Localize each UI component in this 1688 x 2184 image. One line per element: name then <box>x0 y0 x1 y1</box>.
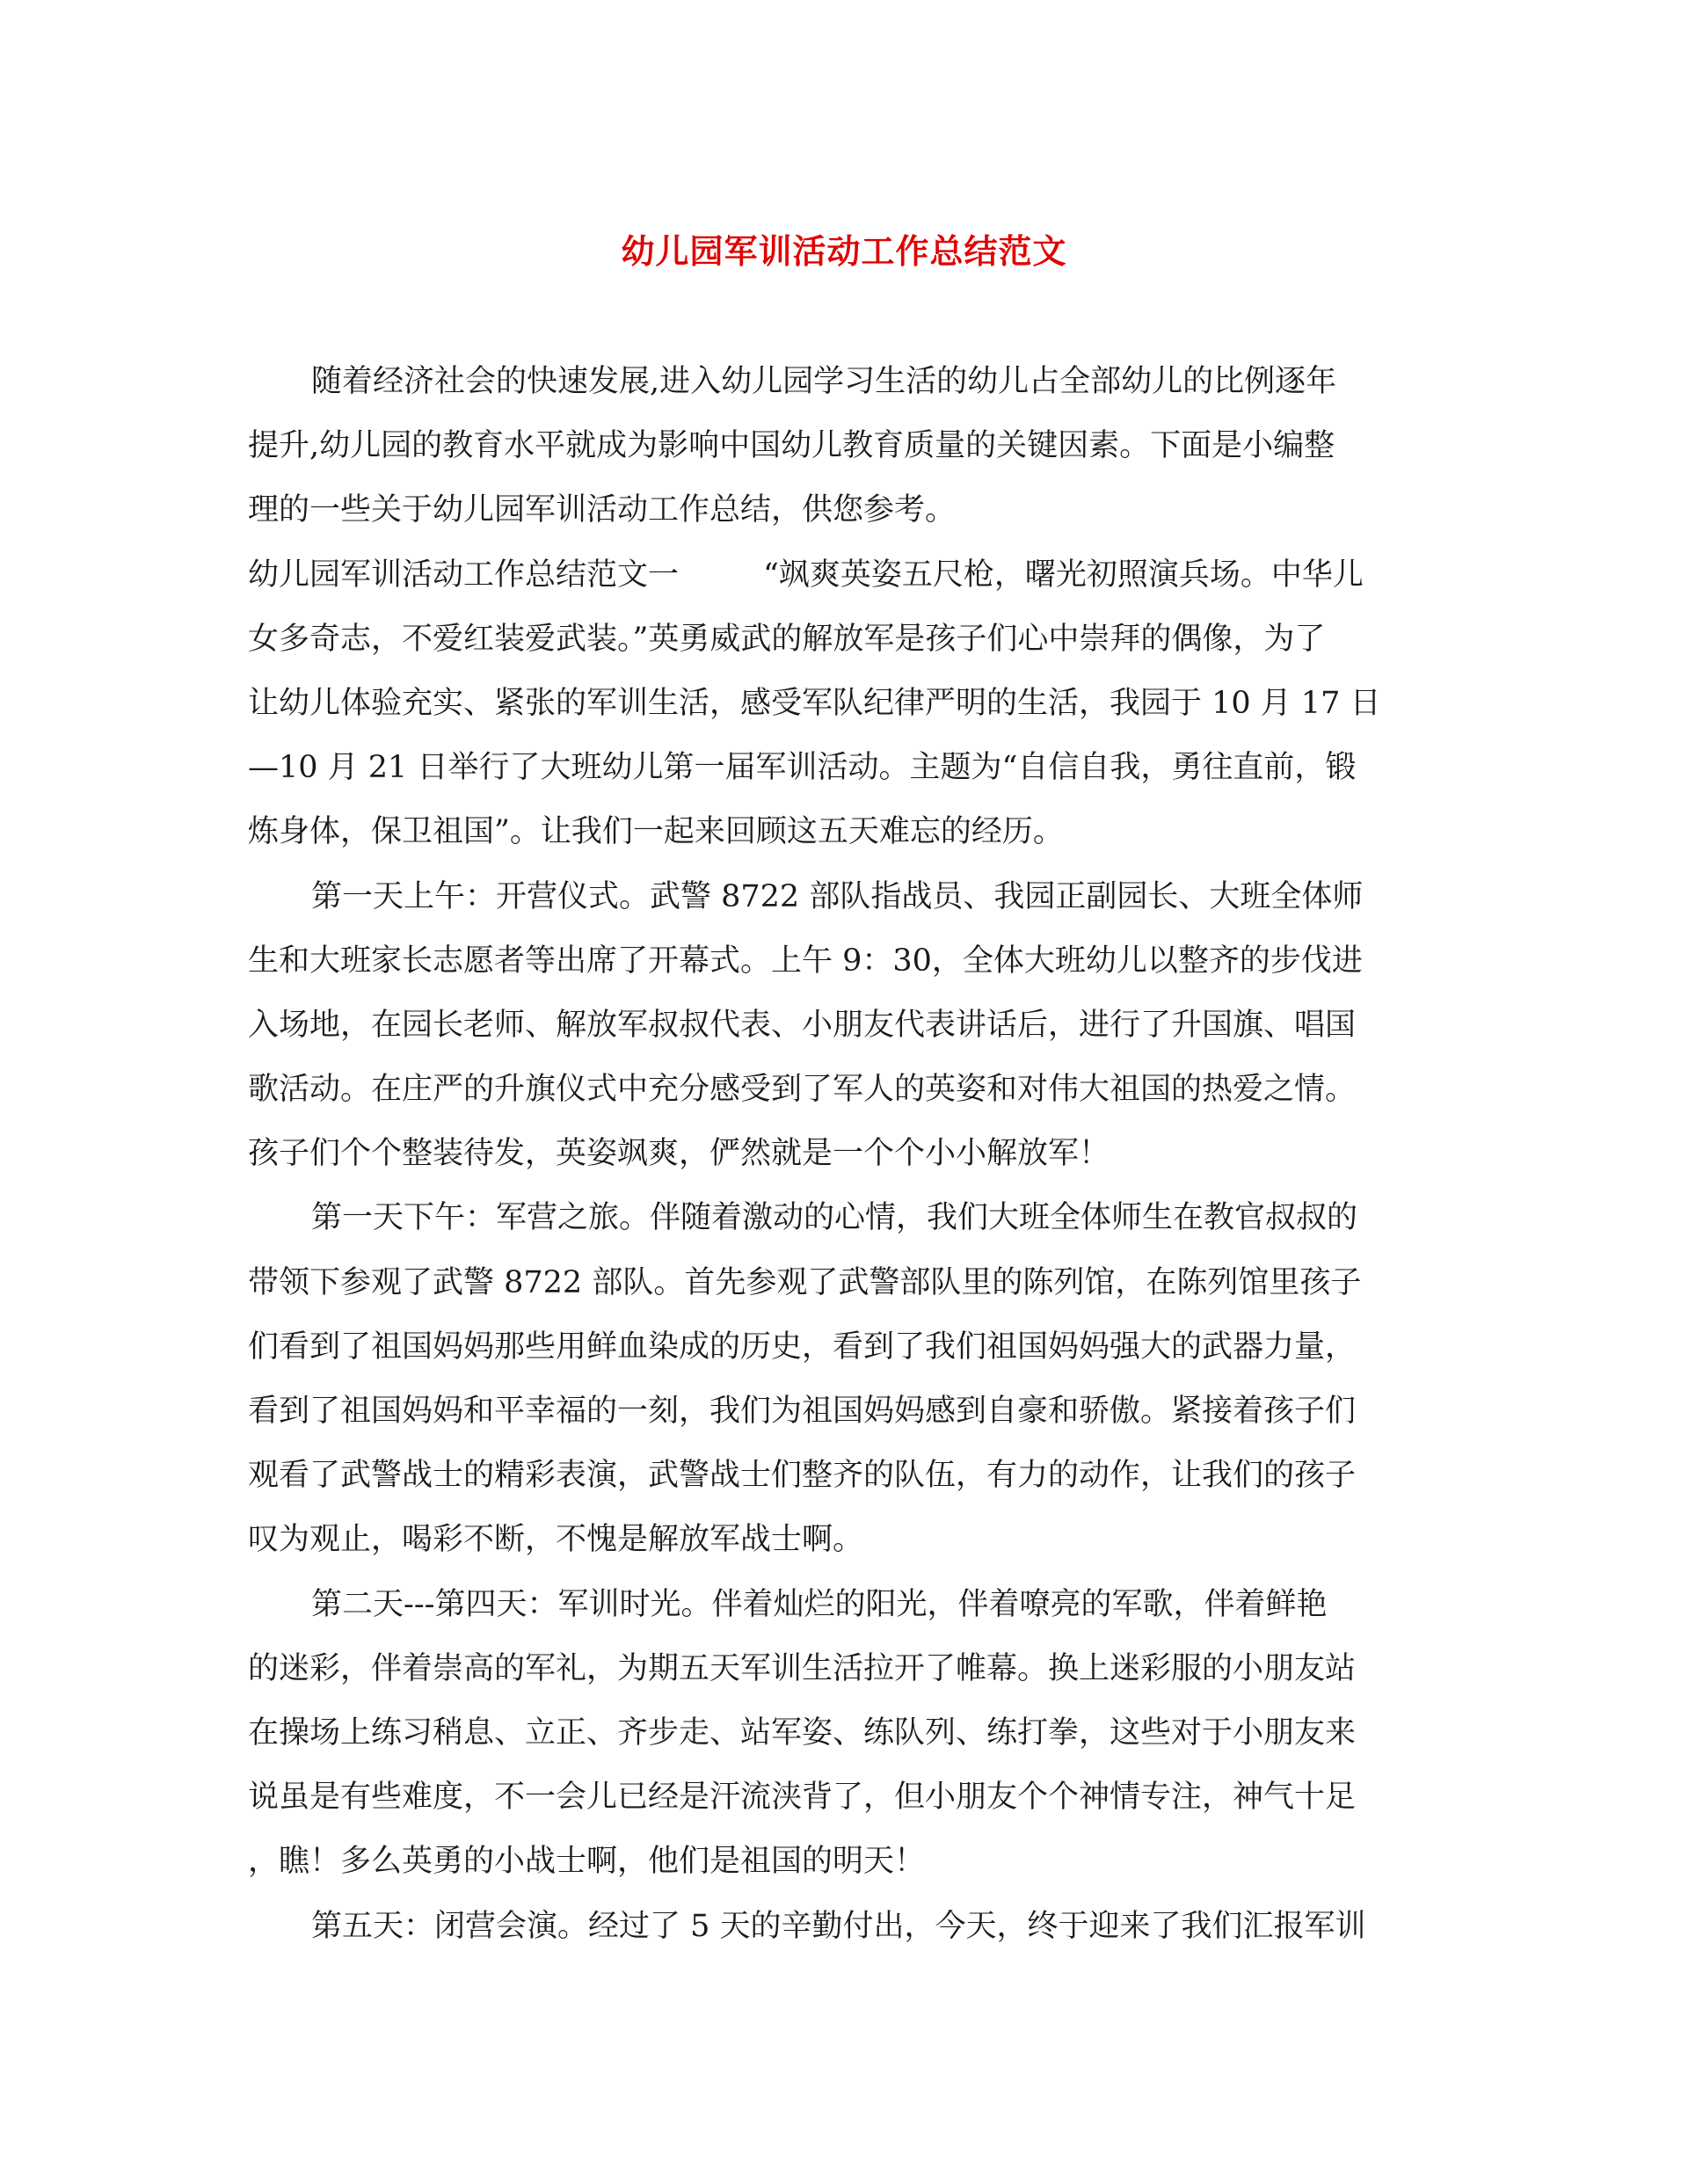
text-line: 的迷彩，伴着崇高的军礼，为期五天军训生活拉开了帷幕。换上迷彩服的小朋友站 <box>248 1650 1357 1686</box>
text-line: 入场地，在园长老师、解放军叔叔代表、小朋友代表讲话后，进行了升国旗、唱国 <box>248 1007 1357 1043</box>
text-line: 第一天上午：开营仪式。武警 8722 部队指战员、我园正副园长、大班全体师 <box>311 878 1364 914</box>
text-line: 叹为观止，喝彩不断，不愧是解放军战士啊。 <box>248 1522 864 1558</box>
text-line: ，瞧！多么英勇的小战士啊，他们是祖国的明天！ <box>248 1844 926 1880</box>
text-line: —10 月 21 日举行了大班幼儿第一届军训活动。主题为“自信自我，勇往直前，锻 <box>248 750 1357 786</box>
text-line <box>248 543 1426 608</box>
text-line: 第五天：闭营会演。经过了 5 天的辛勤付出，今天，终于迎来了我们汇报军训 <box>311 1908 1366 1944</box>
text-line: 带领下参观了武警 8722 部队。首先参观了武警部队里的陈列馆，在陈列馆里孩子 <box>248 1264 1362 1300</box>
text-line: 观看了武警战士的精彩表演，武警战士们整齐的队伍，有力的动作，让我们的孩子 <box>248 1458 1357 1494</box>
text-line: 理的一些关于幼儿园军训活动工作总结，供您参考。 <box>248 492 957 528</box>
text-line: 第一天下午：军营之旅。伴随着激动的心情，我们大班全体师生在教官叔叔的 <box>311 1200 1358 1236</box>
text-line: 歌活动。在庄严的升旗仪式中充分感受到了军人的英姿和对伟大祖国的热爱之情。 <box>248 1072 1357 1108</box>
text-line: 看到了祖国妈妈和平幸福的一刻，我们为祖国妈妈感到自豪和骄傲。紧接着孩子们 <box>248 1394 1357 1429</box>
text-line: 女多奇志，不爱红装爱武装。”英勇威武的解放军是孩子们心中崇拜的偶像，为了 <box>248 621 1326 657</box>
text-line: 第二天---第四天：军训时光。伴着灿烂的阳光，伴着嘹亮的军歌，伴着鲜艳 <box>311 1586 1328 1622</box>
text-line: 说虽是有些难度，不一会儿已经是汗流浃背了，但小朋友个个神情专注，神气十足 <box>248 1780 1357 1816</box>
text-line: 让幼儿体验充实、紧张的军训生活，感受军队纪律严明的生活，我园于 10 月 17 日 <box>248 685 1381 721</box>
text-line: 炼身体，保卫祖国”。让我们一起来回顾这五天难忘的经历。 <box>248 814 1064 850</box>
text-line: 生和大班家长志愿者等出席了开幕式。上午 9：30，全体大班幼儿以整齐的步伐进 <box>248 943 1363 979</box>
text-line: 提升,幼儿园的教育水平就成为影响中国幼儿教育质量的关键因素。下面是小编整 <box>248 428 1335 464</box>
document-title: 幼儿园军训活动工作总结范文 <box>621 231 1067 271</box>
document-body <box>248 350 1426 1959</box>
text-line: 在操场上练习稍息、立正、齐步走、站军姿、练队列、练打拳，这些对于小朋友来 <box>248 1714 1357 1751</box>
text-fragment: “飒爽英姿五尺枪，曙光初照演兵场。中华儿 <box>763 557 1364 593</box>
text-line: 随着经济社会的快速发展,进入幼儿园学习生活的幼儿占全部幼儿的比例逐年 <box>311 364 1337 399</box>
text-line: 孩子们个个整装待发，英姿飒爽，俨然就是一个个小小解放军！ <box>248 1136 1110 1172</box>
section-heading: 幼儿园军训活动工作总结范文一 <box>248 557 680 593</box>
text-line: 们看到了祖国妈妈那些用鲜血染成的历史，看到了我们祖国妈妈强大的武器力量， <box>248 1329 1357 1365</box>
